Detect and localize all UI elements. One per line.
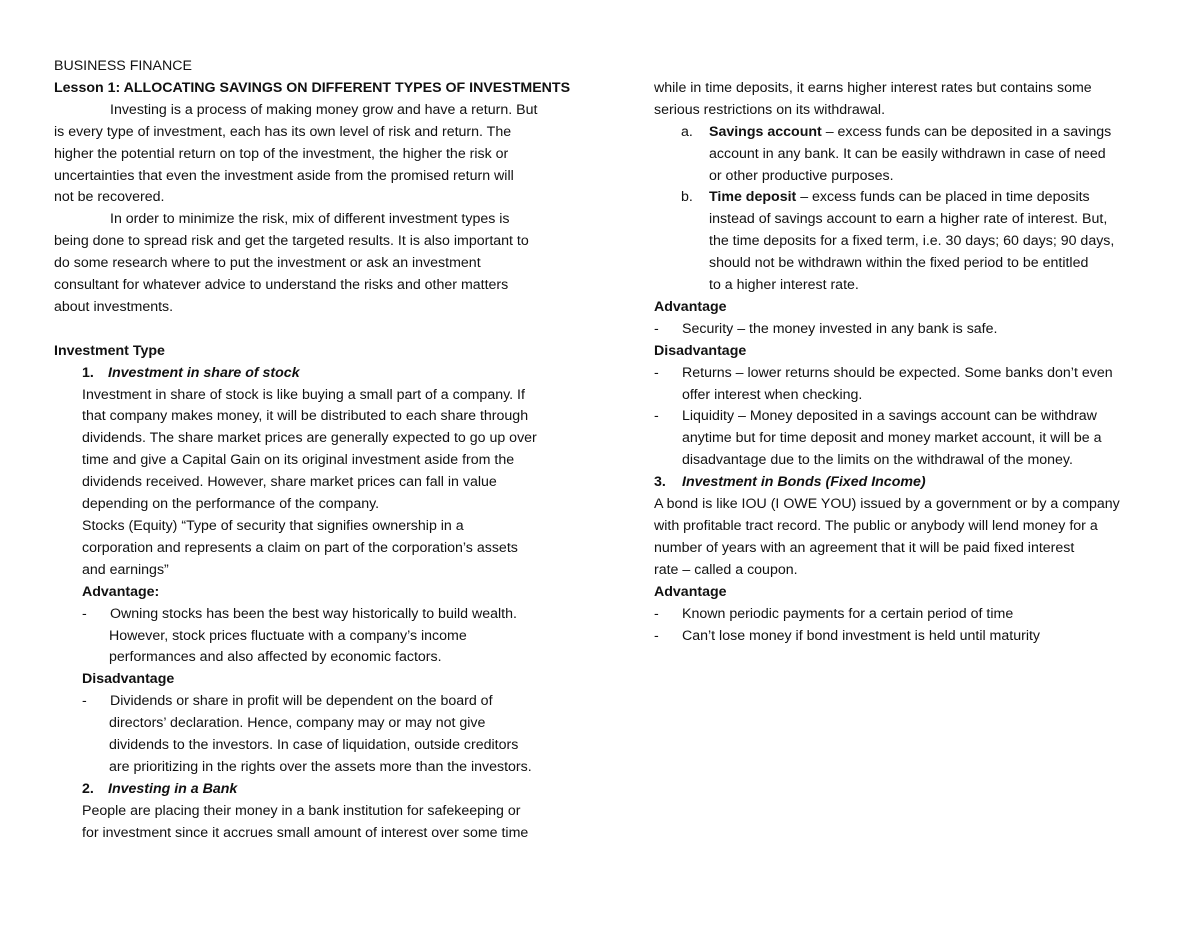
- list-item-continuation: disadvantage due to the limits on the withdrawal of the money.: [682, 452, 1073, 469]
- section-bonds: [654, 472, 1154, 647]
- sub-item-heading: [654, 187, 1154, 209]
- list-item-continuation: directors’ declaration. Hence, company may or may not give: [109, 715, 486, 732]
- dash-marker: -: [654, 320, 659, 337]
- section-title: Investing in a Bank: [108, 780, 238, 797]
- list-item-continuation: or other productive purposes.: [709, 167, 894, 184]
- investment-type-heading: Investment Type: [54, 342, 165, 359]
- course-title: BUSINESS FINANCE: [54, 58, 192, 74]
- list-item: [54, 604, 584, 626]
- list-item-continuation: instead of savings account to earn a higher rate of interest. But,: [709, 211, 1108, 228]
- section-heading: [54, 779, 584, 801]
- list-item-text: Owning stocks has been the best way historically to build wealth.: [110, 605, 517, 622]
- list-item-text: Security – the money invested in any bank is safe.: [682, 320, 998, 337]
- list-item: [654, 363, 1154, 385]
- section-bank: [54, 779, 584, 845]
- list-item-continuation: dividends to the investors. In case of liquidation, outside creditors: [109, 737, 519, 754]
- list-item-continuation: performances and also affected by economic factors.: [109, 649, 442, 666]
- intro-p1-line: higher the potential return on top of the investment, the higher the risk or: [54, 145, 509, 162]
- sub-item-time-deposit: [654, 187, 1154, 297]
- body-line: that company makes money, it will be distributed to each share through: [82, 408, 529, 425]
- list-item-text: Dividends or share in profit will be dependent on the board of: [110, 693, 493, 710]
- intro-p2-line: consultant for whatever advice to understand the risks and other matters: [54, 277, 509, 294]
- list-item: [654, 406, 1154, 428]
- left-column: [54, 56, 584, 845]
- body-line: corporation and represents a claim on part of the corporation’s assets: [82, 539, 518, 556]
- intro-paragraph-2: [54, 209, 584, 319]
- body-line: Investment in share of stock is like buying a small part of a company. If: [82, 386, 525, 403]
- alpha-marker: a.: [681, 123, 693, 140]
- body-line: and earnings”: [82, 561, 169, 578]
- list-item-continuation: are prioritizing in the rights over the assets more than the investors.: [109, 758, 532, 775]
- spacer: [54, 319, 584, 341]
- list-item: [654, 604, 1154, 626]
- body-line: Stocks (Equity) “Type of security that signifies ownership in a: [82, 518, 464, 535]
- sub-item-heading: [654, 122, 1154, 144]
- sub-item-savings-account: [654, 122, 1154, 188]
- section-stock: [54, 363, 584, 779]
- intro-p2-line: about investments.: [54, 298, 174, 315]
- list-item-continuation: to a higher interest rate.: [709, 277, 859, 294]
- dash-marker: -: [654, 605, 659, 622]
- advantage-heading: Advantage:: [82, 583, 160, 600]
- intro-paragraph-1: [54, 100, 584, 210]
- right-column: [654, 56, 1154, 647]
- list-item-continuation: account in any bank. It can be easily withdrawn in case of need: [709, 145, 1106, 162]
- list-item-continuation: the time deposits for a fixed term, i.e. 30 days; 60 days; 90 days,: [709, 233, 1115, 250]
- intro-p2-line: In order to minimize the risk, mix of different investment types is: [110, 211, 510, 228]
- list-item-text: Liquidity – Money deposited in a savings account can be withdraw: [682, 408, 1097, 425]
- term: Savings account: [709, 123, 822, 140]
- list-number: 1.: [82, 364, 94, 381]
- disadvantage-heading: Disadvantage: [654, 342, 747, 359]
- body-line: number of years with an agreement that it will be paid fixed interest: [654, 539, 1075, 556]
- list-item-continuation: anytime but for time deposit and money market account, it will be a: [682, 430, 1102, 447]
- list-item-text: Known periodic payments for a certain period of time: [682, 605, 1014, 622]
- list-item: [654, 626, 1154, 648]
- alpha-marker: b.: [681, 189, 693, 206]
- body-line: while in time deposits, it earns higher interest rates but contains some: [654, 79, 1092, 96]
- term-definition: – excess funds can be placed in time deposits: [796, 189, 1090, 206]
- body-line: time and give a Capital Gain on its original investment aside from the: [82, 452, 515, 469]
- body-line: serious restrictions on its withdrawal.: [654, 101, 886, 118]
- body-line: dividends. The share market prices are generally expected to go up over: [82, 430, 537, 447]
- list-item-continuation: offer interest when checking.: [682, 386, 863, 403]
- dash-marker: -: [654, 408, 659, 425]
- body-line: depending on the performance of the company.: [82, 496, 380, 513]
- body-line: A bond is like IOU (I OWE YOU) issued by a government or by a company: [654, 496, 1120, 513]
- list-item-continuation: However, stock prices fluctuate with a company’s income: [109, 627, 467, 644]
- advantage-heading: Advantage: [654, 583, 727, 600]
- dash-marker: -: [82, 693, 87, 710]
- section-heading: [654, 472, 1154, 494]
- body-line: People are placing their money in a bank institution for safekeeping or: [82, 802, 521, 819]
- list-item: [54, 691, 584, 713]
- intro-p1-line: Investing is a process of making money grow and have a return. But: [110, 101, 538, 118]
- list-item-continuation: should not be withdrawn within the fixed period to be entitled: [709, 255, 1089, 272]
- intro-p1-line: uncertainties that even the investment aside from the promised return will: [54, 167, 514, 184]
- intro-p1-line: not be recovered.: [54, 189, 165, 206]
- body-line: for investment since it accrues small amount of interest over some time: [82, 824, 529, 841]
- term: Time deposit: [709, 189, 797, 206]
- list-item-text: Can’t lose money if bond investment is held until maturity: [682, 627, 1041, 644]
- disadvantage-heading: Disadvantage: [82, 671, 175, 688]
- list-number: 3.: [654, 474, 666, 491]
- intro-p2-line: being done to spread risk and get the targeted results. It is also important to: [54, 233, 529, 250]
- dash-marker: -: [82, 605, 87, 622]
- term-definition: – excess funds can be deposited in a savings: [821, 123, 1112, 140]
- intro-p2-line: do some research where to put the investment or ask an investment: [54, 255, 481, 272]
- body-line: with profitable tract record. The public or anybody will lend money for a: [654, 518, 1098, 535]
- list-item-text: Returns – lower returns should be expected. Some banks don’t even: [682, 364, 1113, 381]
- list-number: 2.: [82, 780, 94, 797]
- body-line: dividends received. However, share market prices can fall in value: [82, 474, 497, 491]
- dash-marker: -: [654, 364, 659, 381]
- section-heading: [54, 363, 584, 385]
- lesson-title: Lesson 1: ALLOCATING SAVINGS ON DIFFERENT TYPES OF INVESTMENTS: [54, 79, 571, 96]
- body-line: rate – called a coupon.: [654, 561, 798, 578]
- list-item: [654, 319, 1154, 341]
- advantage-heading: Advantage: [654, 298, 727, 315]
- dash-marker: -: [654, 627, 659, 644]
- section-title: Investment in share of stock: [108, 364, 300, 381]
- intro-p1-line: is every type of investment, each has its own level of risk and return. The: [54, 123, 512, 140]
- section-title: Investment in Bonds (Fixed Income): [682, 474, 926, 491]
